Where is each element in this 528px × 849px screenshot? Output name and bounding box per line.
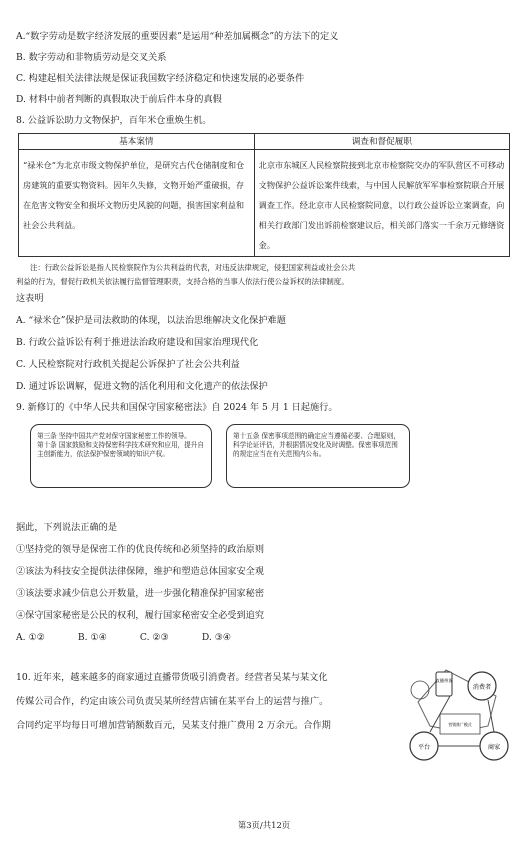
q9-item-1: ①坚持党的领导是保密工作的优良传统和必须坚持的政治原则 xyxy=(16,544,265,555)
table-cell-investigation: 北京市东城区人民检察院接到北京市检察院交办的军队营区不可移动文物保护公益诉讼案件线索，与中国人民解放军军事检察院联合开展调查工作。经北京市人民检察院同意，以行政公益诉讼立案调查，向相关行政部门发出诉前检察建议后，相关部门落实一千余万元修缮资金。 xyxy=(254,150,509,257)
table-header-investigation: 调查和督促履职 xyxy=(254,134,509,150)
live-commerce-diagram xyxy=(400,662,518,766)
diagram-label-live: 直播带货 xyxy=(435,678,453,683)
q8-option-d: D. 通过诉讼调解，促进文物的活化利用和文化遗产的依法保护 xyxy=(16,381,268,392)
q9-lead: 据此，下列说法正确的是 xyxy=(16,522,118,533)
phone-icon xyxy=(436,672,452,696)
q8-follow: 这表明 xyxy=(16,293,44,304)
q10-line2: 传媒公司合作，约定由该公司负责吴某所经营店铺在某平台上的运营与推广。 xyxy=(16,696,329,707)
q9-item-2: ②该法为科技安全提供法律保障，维护和塑造总体国家安全观 xyxy=(16,566,265,577)
q10-line3: 合同约定平均每日可增加营销额数百元，吴某支付推广费用 2 万余元。合作期 xyxy=(16,720,331,731)
q8-stem: 8. 公益诉讼助力文物保护，百年米仓重焕生机。 xyxy=(16,115,212,126)
diagram-label-center: 营销推广模式 xyxy=(448,722,472,727)
q9-stem: 9. 新修订的《中华人民共和国保守国家秘密法》自 2024 年 5 月 1 日起施行。 xyxy=(16,402,338,413)
streamer-figure-icon xyxy=(411,681,429,699)
q9-choice-c: C. ②③ xyxy=(139,632,169,643)
q8-note-line2: 利益的行为，督促行政机关依法履行监督管理职责，支持合格的当事人依法行使公益诉权的法律制度。 xyxy=(16,277,349,286)
q9-choice-b: B. ①④ xyxy=(77,632,107,643)
q9-choices xyxy=(16,632,261,644)
q8-option-b: B. 行政公益诉讼有利于推进法治政府建设和国家治理现代化 xyxy=(16,337,259,348)
law-articles-right: 第十五条 保密事项范围的确定应当遵循必要、合理原则，科学论证评估，并根据情况变化及时调整。保密事项范围的规定应当在有关范围内公布。 xyxy=(233,432,400,458)
page-footer: 第3页/共12页 xyxy=(237,820,291,830)
q7-option-c: C. 构建起相关法律法规是保证我国数字经济稳定和快速发展的必要条件 xyxy=(16,73,305,84)
law-box-left xyxy=(30,424,212,488)
law-articles-left: 第三条 坚持中国共产党对保守国家秘密工作的领导。 第十条 国家鼓励和支持保密科学技术研究和应用，提升自主创新能力，依法保护保密领域的知识产权。 xyxy=(37,432,204,458)
diagram-label-merchant: 商家 xyxy=(487,744,501,751)
q9-item-4: ④保守国家秘密是公民的权利，履行国家秘密安全必受到追究 xyxy=(16,610,265,621)
diagram-label-platform: 平台 xyxy=(417,744,431,751)
table-header-case: 基本案情 xyxy=(19,134,255,150)
case-table xyxy=(18,133,510,257)
q9-item-3: ③该法要求减少信息公开数量，进一步强化精准保护国家秘密 xyxy=(16,588,265,599)
diagram-label-consumer: 消费者 xyxy=(472,684,492,691)
table-cell-case: “禄米仓”为北京市级文物保护单位，是研究古代仓储制度和仓房建筑的重要实物资料。因年久失修，文物开始严重破损，存在危害文物安全和损坏文物历史风貌的问题，损害国家利益和社会公共利益。 xyxy=(19,150,255,257)
law-box-right xyxy=(226,424,410,488)
q9-choice-a: A. ①② xyxy=(16,632,45,643)
q7-option-b: B. 数字劳动和非物质劳动是交叉关系 xyxy=(16,52,167,63)
q8-note-line1: 注：行政公益诉讼是指人民检察院作为公共利益的代表，对违反法律规定，侵犯国家利益或社会公共 xyxy=(30,263,356,272)
q10-line1: 10. 近年来，越来越多的商家通过直播带货吸引消费者。经营者吴某与某文化 xyxy=(16,672,328,683)
q8-option-a: A. “禄米仓”保护是司法救助的体现，以法治思维解决文化保护难题 xyxy=(16,315,286,326)
q9-choice-d: D. ③④ xyxy=(201,632,232,643)
q8-option-c: C. 人民检察院对行政机关提起公诉保护了社会公共利益 xyxy=(16,359,240,370)
q7-option-d: D. 材料中前者判断的真假取决于前后件本身的真假 xyxy=(16,94,222,105)
q7-option-a: A.“数字劳动是数字经济发展的重要因素”是运用“种差加属概念”的方法下的定义 xyxy=(16,31,339,42)
